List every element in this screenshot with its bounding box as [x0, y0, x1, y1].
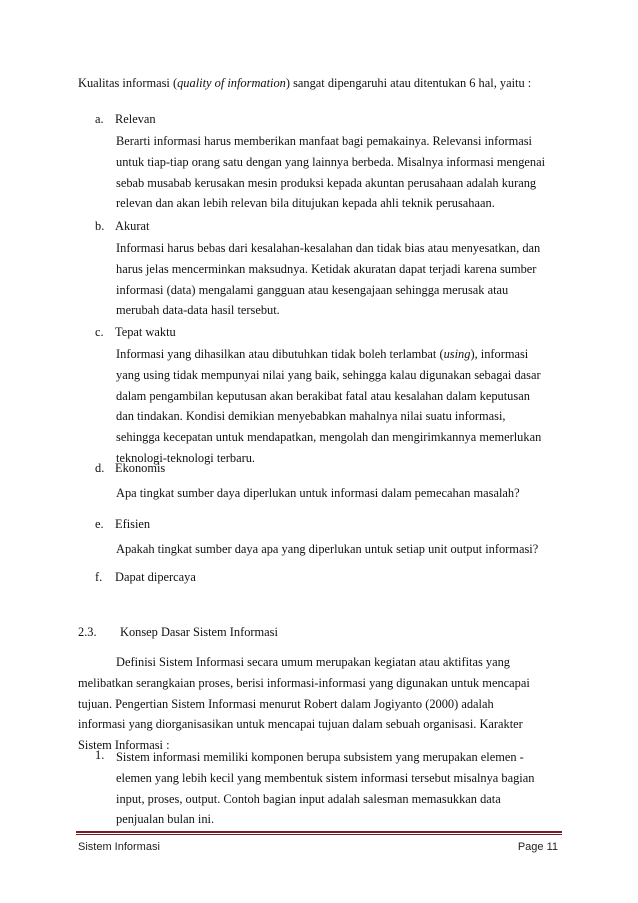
paragraph-line: Sistem informasi memiliki komponen berupa subsistem yang merupakan elemen -	[116, 750, 524, 764]
paragraph-line: teknologi-teknologi terbaru.	[116, 450, 256, 465]
item-letter: f.	[95, 570, 103, 584]
paragraph-line: untuk tiap-tiap orang satu dengan yang lainnya berbeda. Misalnya informasi mengenai	[116, 154, 546, 169]
paragraph-line: input, proses, output. Contoh bagian input adalah salesman memasukkan data	[116, 791, 501, 806]
paragraph-line: sehingga kecepatan untuk mendapatkan, mengolah dan mengirimkannya memerlukan	[116, 430, 542, 445]
paragraph-line: Apakah tingkat sumber daya apa yang diperlukan untuk setiap unit output informasi?	[116, 542, 539, 556]
item-title: Akurat	[115, 219, 150, 233]
paragraph-line: Berarti informasi harus memberikan manfaat bagi pemakainya. Relevansi informasi	[116, 134, 532, 148]
section-title: Konsep Dasar Sistem Informasi	[120, 625, 278, 639]
intro-suffix: ) sangat dipengaruhi atau ditentukan 6 hal, yaitu :	[285, 76, 532, 90]
numbered-item-number: 1.	[95, 748, 105, 762]
footer-rule-thick	[76, 831, 562, 833]
paragraph-line: dan tindakan. Kondisi demikian menyebabkan mahalnya nilai suatu informasi,	[116, 409, 506, 424]
page-number: Page 11	[517, 841, 558, 853]
line-italic-term: using	[443, 347, 471, 361]
section-number: 2.3.	[78, 625, 97, 639]
item-heading-relevan	[95, 111, 156, 127]
item-paragraph-relevan	[116, 131, 576, 214]
item-title: Efisien	[115, 517, 151, 531]
item-letter: e.	[95, 517, 104, 531]
item-letter: a.	[95, 112, 104, 126]
paragraph-line: Apa tingkat sumber daya diperlukan untuk informasi dalam pemecahan masalah?	[116, 486, 520, 500]
item-title: Dapat dipercaya	[115, 570, 196, 584]
paragraph-line: sebab musabab kerusakan mesin produksi kepada akuntan perusahaan adalah kurang	[116, 175, 537, 190]
paragraph-line: yang using tidak mempunyai nilai yang baik, sehingga kalau digunakan sebagai dasar	[116, 367, 541, 382]
paragraph-line: informasi (data) mengalami gangguan atau kesengajaan sehingga merusak atau	[116, 282, 509, 297]
paragraph-line: relevan dan akan lebih relevan bila ditujukan kepada ahli teknik perusahaan.	[116, 196, 495, 211]
item-heading-tepat-waktu	[95, 324, 176, 340]
numbered-item-paragraph	[116, 747, 576, 830]
paragraph-line: penjualan bulan ini.	[116, 812, 215, 827]
intro-prefix: Kualitas informasi (	[78, 76, 178, 90]
paragraph-line: tujuan. Pengertian Sistem Informasi menurut Robert dalam Jogiyanto (2000) adalah	[78, 696, 494, 711]
paragraph-line: Informasi harus bebas dari kesalahan-kesalahan dan tidak bias atau menyesatkan, dan	[116, 241, 541, 255]
paragraph-line: merubah data-data hasil tersebut.	[116, 303, 280, 318]
paragraph-line: harus jelas mencerminkan maksudnya. Ketidak akuratan dapat terjadi karena sumber	[116, 261, 537, 276]
paragraph-line	[116, 344, 576, 365]
item-paragraph-tepat-waktu	[116, 344, 576, 469]
paragraph-line: Sistem Informasi :	[78, 738, 170, 753]
paragraph-line: melibatkan serangkaian proses, berisi informasi-informasi yang digunakan untuk mencapai	[78, 675, 530, 690]
line-suffix: ), informasi	[470, 347, 529, 361]
section-paragraph	[78, 652, 578, 756]
paragraph-line: Definisi Sistem Informasi secara umum merupakan kegiatan atau aktifitas yang	[116, 655, 510, 669]
item-paragraph-ekonomis	[116, 483, 576, 504]
item-paragraph-akurat	[116, 238, 576, 321]
item-title: Relevan	[115, 112, 156, 126]
item-title: Tepat waktu	[115, 325, 176, 339]
footer-title: Sistem Informasi	[78, 841, 160, 853]
footer-rule-thin	[76, 834, 562, 835]
item-paragraph-efisien	[116, 539, 576, 560]
item-heading-efisien	[95, 516, 151, 532]
intro-italic-term: quality of information	[177, 76, 286, 90]
item-letter: c.	[95, 325, 104, 339]
item-heading-akurat	[95, 218, 150, 234]
item-heading-ekonomis	[95, 460, 166, 476]
item-title: Ekonomis	[115, 461, 166, 475]
paragraph-line: dalam pengambilan keputusan akan berakibat fatal atau kesalahan dalam keputusan	[116, 388, 530, 403]
line-prefix: Informasi yang dihasilkan atau dibutuhkan tidak boleh terlambat (	[116, 347, 444, 361]
paragraph-line: informasi yang diorganisasikan untuk mencapai tujuan dalam sebuah organisasi. Karakter	[78, 717, 523, 732]
item-heading-dapat-dipercaya	[95, 569, 196, 585]
item-letter: b.	[95, 219, 105, 233]
intro-sentence	[78, 75, 531, 91]
item-letter: d.	[95, 461, 105, 475]
paragraph-line: elemen yang lebih kecil yang membentuk sistem informasi tersebut misalnya bagian	[116, 770, 535, 785]
